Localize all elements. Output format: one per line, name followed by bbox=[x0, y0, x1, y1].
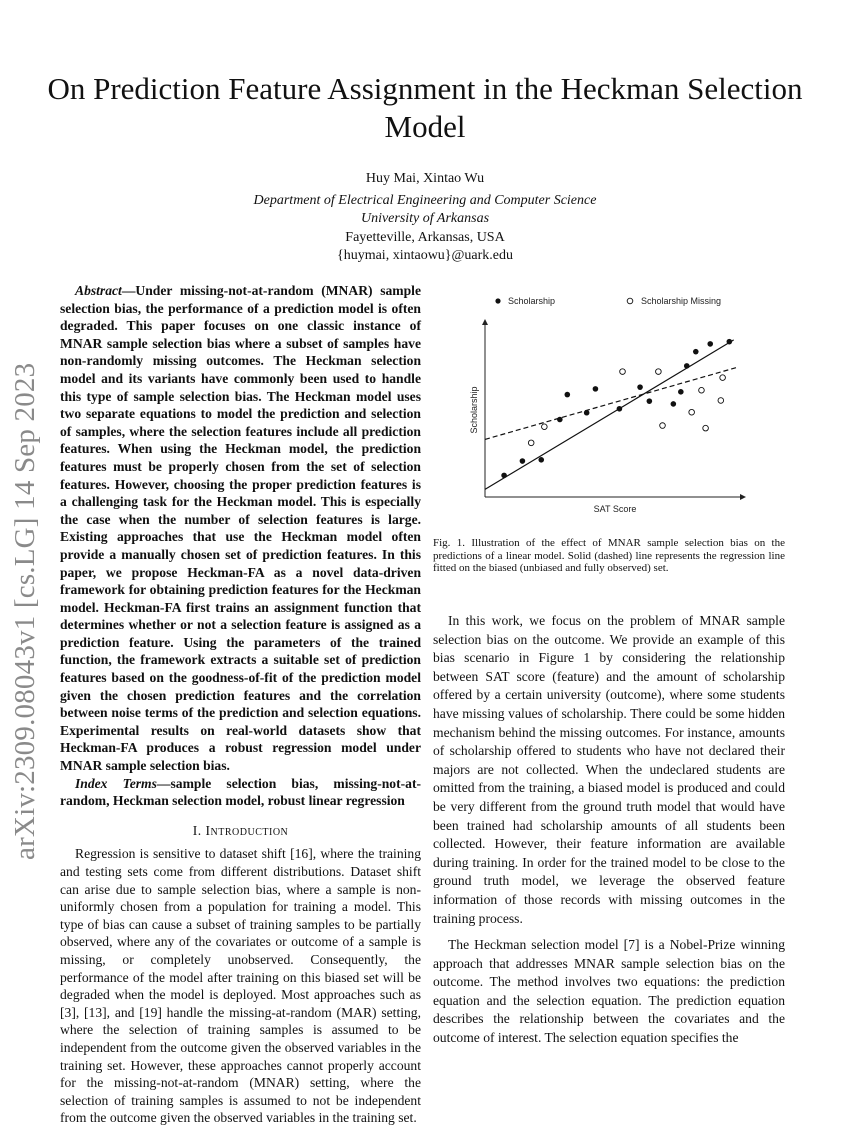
data-point-scholarship bbox=[707, 341, 713, 347]
data-point-scholarship-missing bbox=[703, 425, 709, 431]
data-point-scholarship bbox=[501, 473, 507, 479]
legend-filled-marker bbox=[495, 298, 500, 303]
y-axis-label: Scholarship bbox=[469, 386, 479, 434]
data-point-scholarship-missing bbox=[720, 375, 726, 381]
body-paragraph: The Heckman selection model [7] is a Nobel-Prize winning approach that addresses MNAR sample selection bias on the outcome. The method involves two equations: the prediction equation and the selection equation. The prediction equation describes the relationship between the covariates and the outcome of interest. The selection equation specifies the bbox=[433, 937, 785, 1046]
index-terms bbox=[60, 775, 421, 810]
abstract-text: —Under missing-not-at-random (MNAR) sample selection bias, the performance of a prediction model is often degraded. This paper focuses on one classic instance of MNAR sample selection bias where a subset of samples have non-randomly missing outcomes. The Heckman selection model and its variants have commonly been used to handle this type of sample selection bias. The Heckman model uses two separate equations to model the prediction and selection of samples, where the selection features include all prediction features. When using the Heckman model, the prediction features must be properly chosen from the set of selection features. However, choosing the proper prediction features is a challenging task for the Heckman model. This is especially the case when the number of selection features is large. Existing approaches that use the Heckman model often provide a manually chosen set of prediction features. In this paper, we propose Heckman-FA as a novel data-driven framework for obtaining prediction features for the Heckman model. Heckman-FA first trains an assignment function that determines whether or not a selection feature is assigned as a prediction feature. Using the parameters of the trained function, the framework extracts a suitable set of prediction features based on the goodness-of-fit of the prediction model given the chosen prediction features and the correlation between noise terms of the prediction and selection equations. Experimental results on real-world datasets show that Heckman-FA produces a robust regression model under MNAR sample selection bias. bbox=[60, 283, 421, 774]
data-point-scholarship bbox=[557, 417, 563, 423]
department: Department of Electrical Engineering and Computer Science bbox=[253, 192, 597, 208]
abstract bbox=[60, 282, 421, 775]
data-point-scholarship bbox=[520, 458, 526, 464]
legend-open-marker bbox=[627, 298, 633, 304]
data-point-scholarship bbox=[617, 406, 623, 412]
arxiv-identifier: arXiv:2309.08043v1 [cs.LG] 14 Sep 2023 bbox=[9, 362, 41, 860]
data-point-scholarship-missing bbox=[528, 440, 534, 446]
paper-title: On Prediction Feature Assignment in the Heckman Selection Model bbox=[47, 71, 803, 144]
data-point-scholarship bbox=[693, 349, 699, 355]
legend-label-scholarship: Scholarship bbox=[508, 296, 556, 306]
figure-1-scatter-plot bbox=[430, 285, 750, 515]
data-point-scholarship-missing bbox=[699, 387, 705, 393]
intro-paragraph: Regression is sensitive to dataset shift [16], where the training and testing sets come from different distributions. Dataset shift can arise due to sample selection bias, where a sample is non-uniformly chosen from a population for training a model. This type of bias can cause a subset of training samples to be partially observed, where any of the covariates or outcome of a sample is missing, or completely unobserved. Consequently, the performance of the model after training on this biased set will be degraded when the model is deployed. Most approaches such as [3], [13], and [19] handle the missing-at-random (MAR) setting, where the selection of training samples is assumed to be independent from the outcome given the observed variables in the training set. However, these approaches cannot properly account for the missing-not-at-random (MNAR) setting, where the selection of training samples is assumed to not be independent from the outcome given the observed variables in the training set. bbox=[60, 846, 421, 1126]
index-terms-text: —sample selection bias, missing-not-at-random, Heckman selection model, robust linear regression bbox=[60, 775, 421, 809]
data-point-scholarship bbox=[538, 457, 544, 463]
body-paragraph: In this work, we focus on the problem of MNAR sample selection bias on the outcome. We provide an example of this bias scenario in Figure 1 by considering the relationship between SAT score (feature) and the amount of scholarship offered by a certain university (outcome), where some students have missing values of scholarship. There could be some hidden mechanism behind the missing outcomes. For instance, amounts of scholarship offered to students who have not declared their majors are not collected. When the undeclared students are omitted from the training, a biased model is produced and could be very different from the ground truth model that would have been trained had scholarship amounts of all students been collected. However, their feature information are available during training. In order for the trained model to be close to the ground truth model, we leverage the observed feature information of those records with missing outcomes in the training process. bbox=[433, 613, 785, 926]
author-block bbox=[100, 170, 750, 266]
section-heading: I. Introduction bbox=[192, 822, 289, 838]
solid-regression-line bbox=[485, 340, 734, 489]
data-point-scholarship bbox=[684, 363, 690, 369]
data-point-scholarship bbox=[637, 384, 643, 390]
data-point-scholarship-missing bbox=[542, 424, 548, 430]
legend-label-scholarship-missing: Scholarship Missing bbox=[641, 296, 722, 306]
left-column bbox=[60, 282, 421, 1127]
emails: {huymai, xintaowu}@uark.edu bbox=[336, 248, 514, 263]
right-column bbox=[433, 612, 785, 1048]
location: Fayetteville, Arkansas, USA bbox=[345, 229, 505, 245]
dashed-regression-line bbox=[485, 368, 736, 440]
data-point-scholarship-missing bbox=[656, 369, 662, 375]
data-point-scholarship bbox=[727, 339, 733, 345]
data-point-scholarship bbox=[678, 389, 684, 395]
abstract-label: Abstract bbox=[75, 283, 122, 298]
data-point-scholarship bbox=[647, 398, 653, 404]
x-axis-label: SAT Score bbox=[593, 504, 637, 514]
data-point-scholarship-missing bbox=[620, 369, 626, 375]
data-point-scholarship-missing bbox=[660, 423, 666, 429]
data-point-scholarship-missing bbox=[689, 409, 695, 415]
figure-caption: Fig. 1. Illustration of the effect of MNAR sample selection bias on the predictions of a linear model. Solid (dashed) line represents the regression line fitted on the biased (unbiased and fully observed) set. bbox=[433, 537, 785, 575]
author-names: Huy Mai, Xintao Wu bbox=[365, 171, 485, 186]
data-point-scholarship bbox=[584, 410, 590, 416]
data-point-scholarship bbox=[593, 386, 599, 392]
university: University of Arkansas bbox=[360, 211, 490, 226]
data-point-scholarship-missing bbox=[718, 398, 724, 404]
data-point-scholarship bbox=[671, 401, 677, 407]
index-terms-label: Index Terms bbox=[75, 775, 157, 791]
data-point-scholarship bbox=[565, 392, 571, 398]
